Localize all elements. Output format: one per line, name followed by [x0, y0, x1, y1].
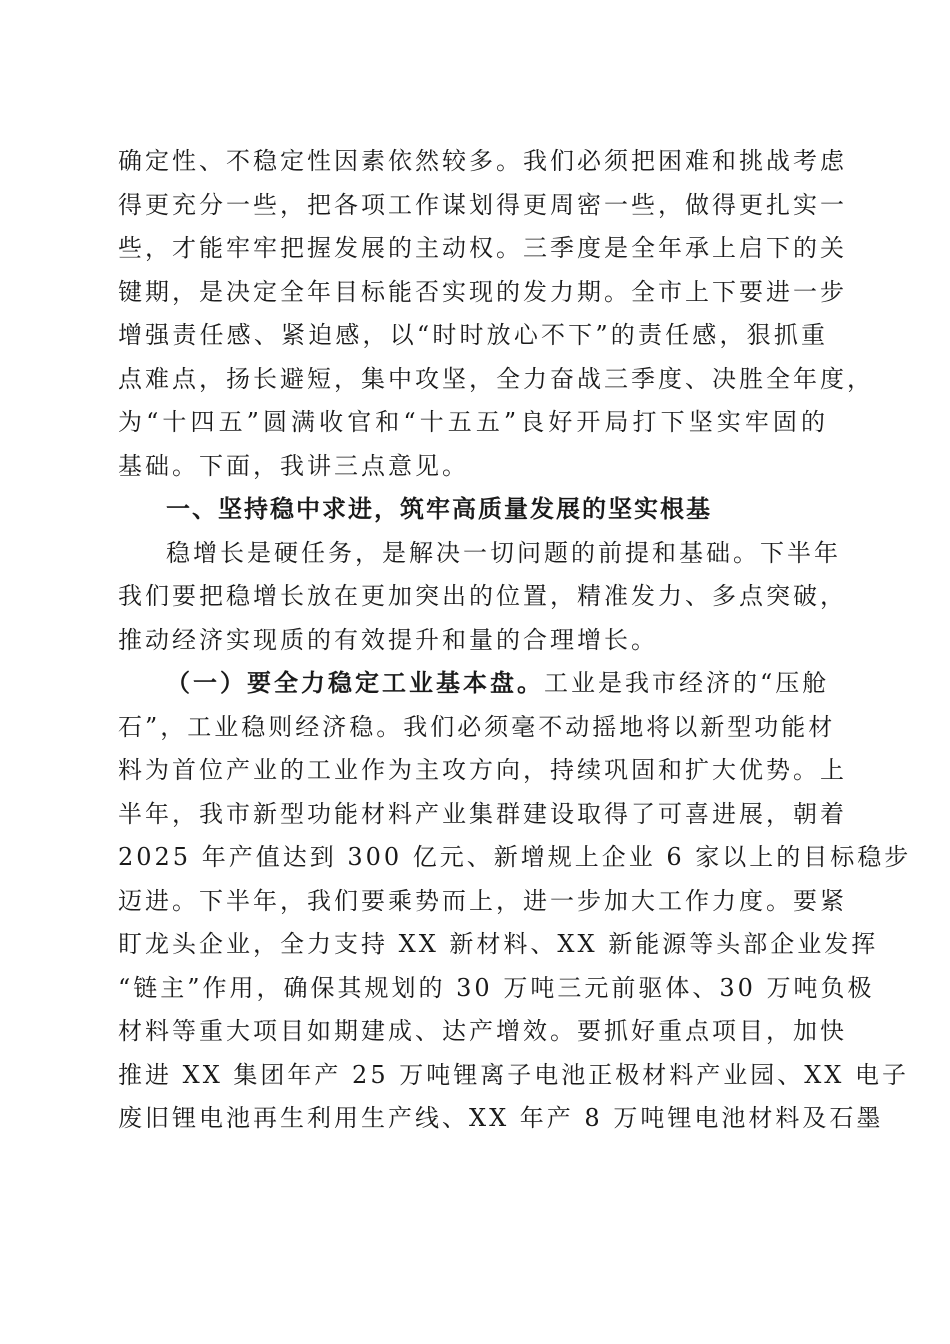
text-line: 基础。下面，我讲三点意见。	[118, 451, 469, 480]
subsection-first-line-text: 工业是我市经济的“压舱	[544, 669, 830, 697]
text-line: 废旧锂电池再生利用生产线、XX 年产 8 万吨锂电池材料及石墨	[118, 1104, 884, 1132]
text-line: “链主”作用，确保其规划的 30 万吨三元前驱体、30 万吨负极	[118, 973, 875, 1002]
text-line: 半年，我市新型功能材料产业集群建设取得了可喜进展，朝着	[118, 799, 847, 828]
text-line: 确定性、不稳定性因素依然较多。我们必须把困难和挑战考虑	[118, 147, 847, 175]
text-line: 石”，工业稳则经济稳。我们必须毫不动摇地将以新型功能材	[118, 712, 836, 741]
subsection-title: （一）要全力稳定工业基本盘。	[166, 669, 544, 697]
text-line: 2025 年产值达到 300 亿元、新增规上企业 6 家以上的目标稳步	[118, 843, 912, 871]
subsection-paragraph	[118, 662, 912, 1141]
document-page	[118, 140, 912, 1141]
text-line: 稳增长是硬任务，是解决一切问题的前提和基础。下半年	[166, 538, 841, 567]
section-heading: 一、坚持稳中求进，筑牢高质量发展的坚实根基	[166, 495, 712, 523]
text-line: 些，才能牢牢把握发展的主动权。三季度是全年承上启下的关	[118, 234, 847, 262]
text-line: 点难点，扬长避短，集中攻坚，全力奋战三季度、决胜全年度，	[118, 364, 874, 393]
section-intro-paragraph	[118, 532, 847, 663]
text-line: 增强责任感、紧迫感，以“时时放心不下”的责任感，狠抓重	[118, 321, 828, 349]
intro-paragraph	[118, 140, 874, 488]
text-line: 推进 XX 集团年产 25 万吨锂离子电池正极材料产业园、XX 电子	[118, 1060, 910, 1089]
text-line: 材料等重大项目如期建成、达产增效。要抓好重点项目，加快	[118, 1017, 847, 1045]
text-line: 得更充分一些，把各项工作谋划得更周密一些，做得更扎实一	[118, 190, 847, 219]
text-line: 我们要把稳增长放在更加突出的位置，精准发力、多点突破，	[118, 582, 847, 610]
text-line: 键期，是决定全年目标能否实现的发力期。全市上下要进一步	[118, 277, 847, 306]
text-line: 迈进。下半年，我们要乘势而上，进一步加大工作力度。要紧	[118, 886, 847, 915]
text-line: 推动经济实现质的有效提升和量的合理增长。	[118, 625, 658, 654]
text-line	[118, 662, 828, 706]
text-line: 料为首位产业的工业作为主攻方向，持续巩固和扩大优势。上	[118, 756, 847, 784]
text-line: 为“十四五”圆满收官和“十五五”良好开局打下坚实牢固的	[118, 408, 828, 436]
text-line: 盯龙头企业，全力支持 XX 新材料、XX 新能源等头部企业发挥	[118, 930, 879, 958]
